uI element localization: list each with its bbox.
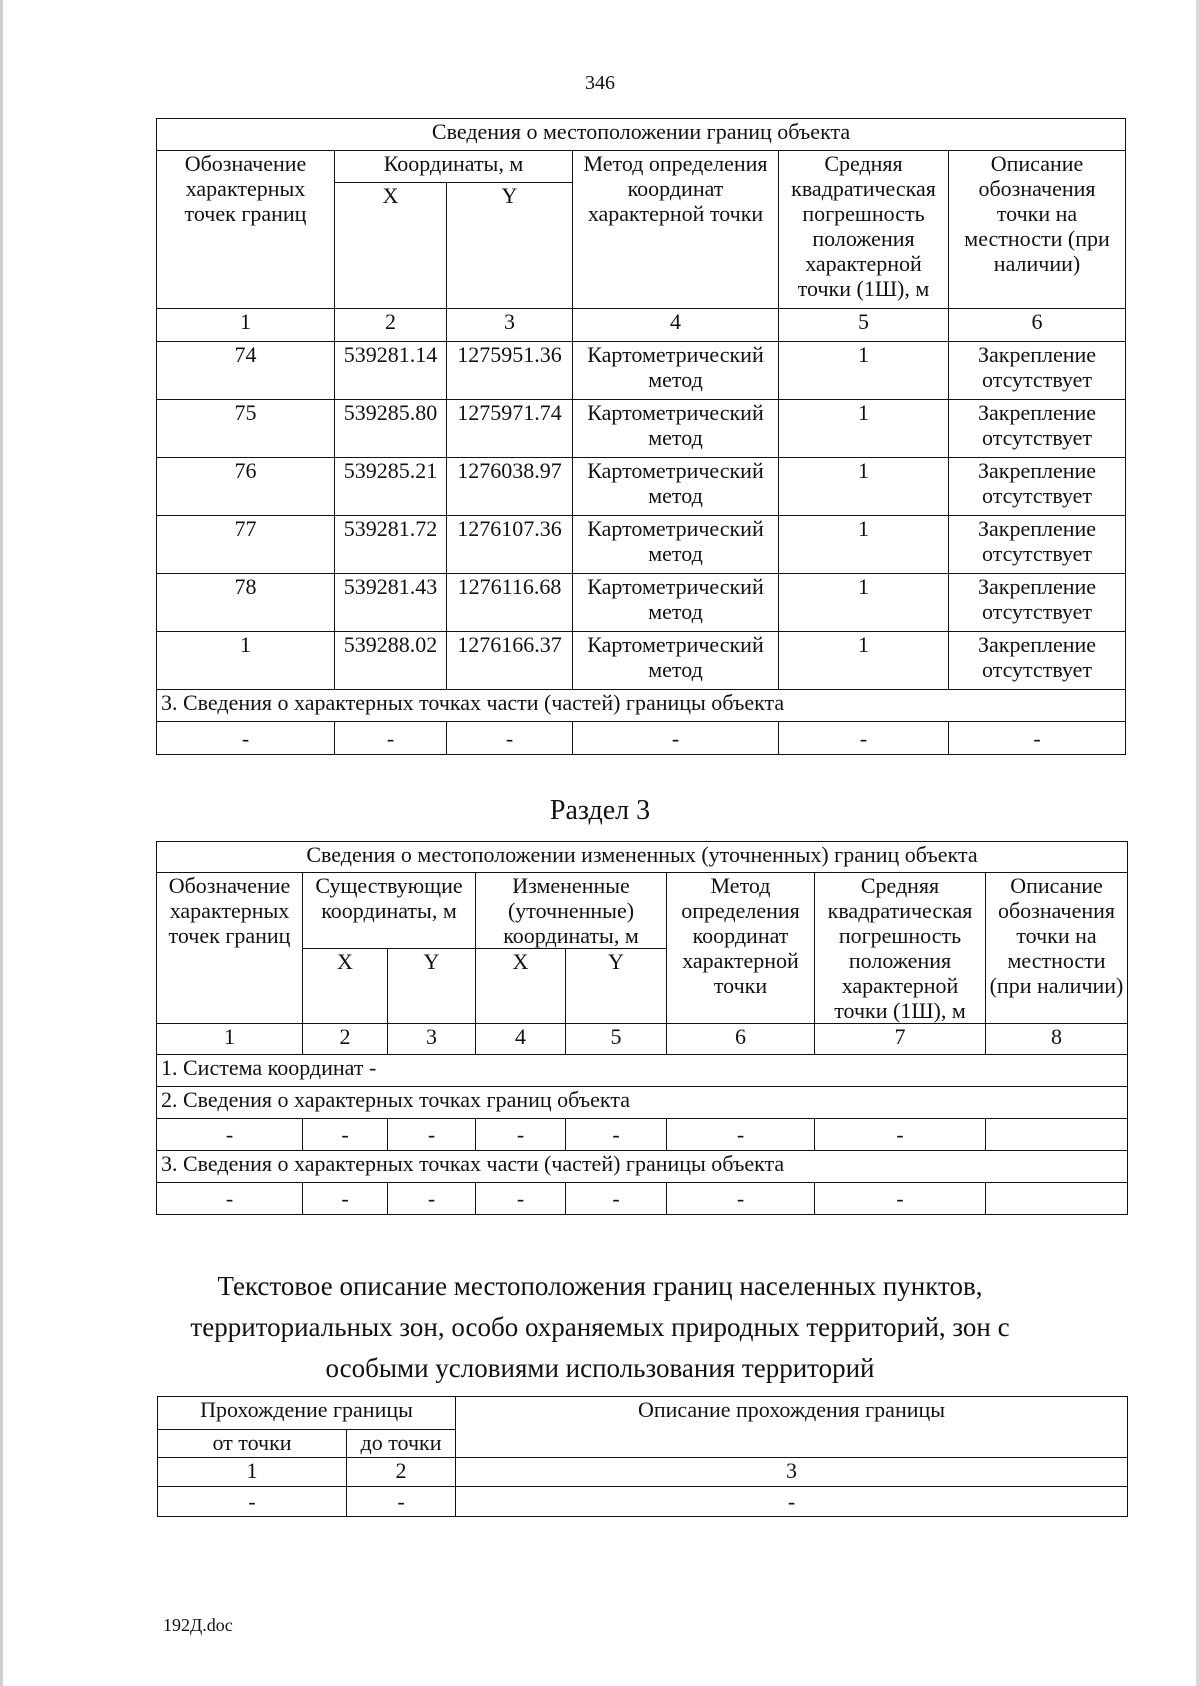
- dash-cell: -: [667, 1183, 815, 1215]
- column-number: 4: [573, 309, 779, 342]
- header-mean-error: Средняя квадратическая погрешность положения характерной точки (1Ш), м: [815, 873, 986, 1024]
- coord-x: 539285.80: [335, 400, 447, 458]
- coord-y: 1275971.74: [447, 400, 573, 458]
- point-description: Закрепление отсутствует: [949, 632, 1126, 690]
- column-number: 1: [157, 309, 335, 342]
- coord-y: 1276116.68: [447, 574, 573, 632]
- mean-error: 1: [779, 632, 949, 690]
- point-description: Закрепление отсутствует: [949, 458, 1126, 516]
- coord-y: 1276038.97: [447, 458, 573, 516]
- boundary-points-table: [156, 118, 1126, 755]
- header-changed-coordinates: Измененные (уточненные) координаты, м: [476, 873, 667, 949]
- column-number: 2: [335, 309, 447, 342]
- table-title: Сведения о местоположении границ объекта: [157, 119, 1126, 151]
- column-number: 1: [158, 1458, 347, 1487]
- table-row: [157, 342, 1126, 400]
- header-point-designation: Обозначение характерных точек границ: [157, 151, 335, 309]
- column-number: 3: [456, 1458, 1128, 1487]
- scan-edge-left: [0, 0, 3, 1686]
- column-number: 6: [667, 1024, 815, 1055]
- coord-x: 539281.43: [335, 574, 447, 632]
- dash-cell: -: [476, 1119, 566, 1151]
- header-x: X: [476, 949, 566, 1024]
- header-boundary-passage: Прохождение границы: [158, 1397, 456, 1430]
- dash-cell: -: [158, 1487, 347, 1517]
- method: Картометрический метод: [573, 400, 779, 458]
- dash-cell: -: [303, 1183, 388, 1215]
- header-point-description: Описание обозначения точки на местности (при наличии): [986, 873, 1128, 1024]
- header-to-point: до точки: [347, 1430, 456, 1458]
- header-point-description: Описание обозначения точки на местности (при наличии): [949, 151, 1126, 309]
- point-id: 76: [157, 458, 335, 516]
- header-from-point: от точки: [158, 1430, 347, 1458]
- column-number: 1: [157, 1024, 303, 1055]
- point-description: Закрепление отсутствует: [949, 574, 1126, 632]
- column-number: 5: [779, 309, 949, 342]
- column-number: 8: [986, 1024, 1128, 1055]
- empty-row: [157, 1119, 1128, 1151]
- column-number: 6: [949, 309, 1126, 342]
- heading-line: Текстовое описание местоположения границ населенных пунктов,: [217, 1271, 983, 1301]
- dash-cell: [986, 1183, 1128, 1215]
- mean-error: 1: [779, 342, 949, 400]
- header-point-designation: Обозначение характерных точек границ: [157, 873, 303, 1024]
- dash-cell: -: [447, 722, 573, 755]
- method: Картометрический метод: [573, 574, 779, 632]
- section-title: Раздел 3: [549, 795, 651, 826]
- mean-error: 1: [779, 516, 949, 574]
- header-x: X: [335, 183, 447, 309]
- section-label: 2. Сведения о характерных точках границ объекта: [157, 1087, 1128, 1119]
- column-number: 3: [388, 1024, 476, 1055]
- dash-cell: -: [388, 1183, 476, 1215]
- dash-cell: -: [949, 722, 1126, 755]
- section-label: 3. Сведения о характерных точках части (частей) границы объекта: [157, 690, 1126, 722]
- header-x: X: [303, 949, 388, 1024]
- table-row: [157, 574, 1126, 632]
- empty-row: [157, 722, 1126, 755]
- table-row: [157, 400, 1126, 458]
- dash-cell: -: [779, 722, 949, 755]
- dash-cell: -: [566, 1119, 667, 1151]
- point-description: Закрепление отсутствует: [949, 516, 1126, 574]
- method: Картометрический метод: [573, 516, 779, 574]
- heading-line: территориальных зон, особо охраняемых природных территорий, зон с: [190, 1312, 1010, 1342]
- scan-edge-right: [1196, 0, 1200, 1686]
- column-number: 3: [447, 309, 573, 342]
- dash-cell: -: [157, 1183, 303, 1215]
- document-filename: 192Д.doc: [163, 1615, 233, 1635]
- mean-error: 1: [779, 458, 949, 516]
- coord-y: 1275951.36: [447, 342, 573, 400]
- method: Картометрический метод: [573, 458, 779, 516]
- header-coordinates: Координаты, м: [335, 151, 573, 183]
- dash-cell: -: [815, 1183, 986, 1215]
- coord-y: 1276166.37: [447, 632, 573, 690]
- page-number: 346: [585, 72, 615, 94]
- header-y: Y: [388, 949, 476, 1024]
- dash-cell: -: [157, 722, 335, 755]
- empty-row: [157, 1183, 1128, 1215]
- coord-y: 1276107.36: [447, 516, 573, 574]
- dash-cell: -: [157, 1119, 303, 1151]
- mean-error: 1: [779, 574, 949, 632]
- header-passage-description: Описание прохождения границы: [456, 1397, 1128, 1458]
- dash-cell: -: [388, 1119, 476, 1151]
- coord-x: 539281.14: [335, 342, 447, 400]
- section-label: 3. Сведения о характерных точках части (частей) границы объекта: [157, 1151, 1128, 1183]
- header-method: Метод определения координат характерной точки: [573, 151, 779, 309]
- coord-x: 539288.02: [335, 632, 447, 690]
- text-description-heading: [0, 1266, 1200, 1389]
- dash-cell: -: [347, 1487, 456, 1517]
- table-row: [157, 458, 1126, 516]
- point-id: 77: [157, 516, 335, 574]
- column-number: 5: [566, 1024, 667, 1055]
- point-id: 74: [157, 342, 335, 400]
- header-method: Метод определения координат характерной точки: [667, 873, 815, 1024]
- column-number: 2: [347, 1458, 456, 1487]
- header-y: Y: [447, 183, 573, 309]
- boundary-passage-table: [157, 1396, 1128, 1517]
- changed-boundaries-table: [156, 841, 1128, 1215]
- dash-cell: -: [566, 1183, 667, 1215]
- dash-cell: -: [573, 722, 779, 755]
- point-description: Закрепление отсутствует: [949, 400, 1126, 458]
- empty-row: [158, 1487, 1128, 1517]
- dash-cell: -: [456, 1487, 1128, 1517]
- column-number: 2: [303, 1024, 388, 1055]
- coordinate-system-label: 1. Система координат -: [157, 1055, 1128, 1087]
- header-mean-error: Средняя квадратическая погрешность положения характерной точки (1Ш), м: [779, 151, 949, 309]
- table-row: [157, 516, 1126, 574]
- point-description: Закрепление отсутствует: [949, 342, 1126, 400]
- column-number: 7: [815, 1024, 986, 1055]
- dash-cell: -: [335, 722, 447, 755]
- mean-error: 1: [779, 400, 949, 458]
- dash-cell: -: [815, 1119, 986, 1151]
- dash-cell: [986, 1119, 1128, 1151]
- point-id: 1: [157, 632, 335, 690]
- dash-cell: -: [303, 1119, 388, 1151]
- column-number: 4: [476, 1024, 566, 1055]
- heading-line: особыми условиями использования территорий: [325, 1353, 875, 1383]
- table-title: Сведения о местоположении измененных (уточненных) границ объекта: [157, 842, 1128, 873]
- table-row: [157, 632, 1126, 690]
- dash-cell: -: [476, 1183, 566, 1215]
- method: Картометрический метод: [573, 632, 779, 690]
- dash-cell: -: [667, 1119, 815, 1151]
- coord-x: 539281.72: [335, 516, 447, 574]
- header-existing-coordinates: Существующие координаты, м: [303, 873, 476, 949]
- point-id: 78: [157, 574, 335, 632]
- method: Картометрический метод: [573, 342, 779, 400]
- header-y: Y: [566, 949, 667, 1024]
- coord-x: 539285.21: [335, 458, 447, 516]
- point-id: 75: [157, 400, 335, 458]
